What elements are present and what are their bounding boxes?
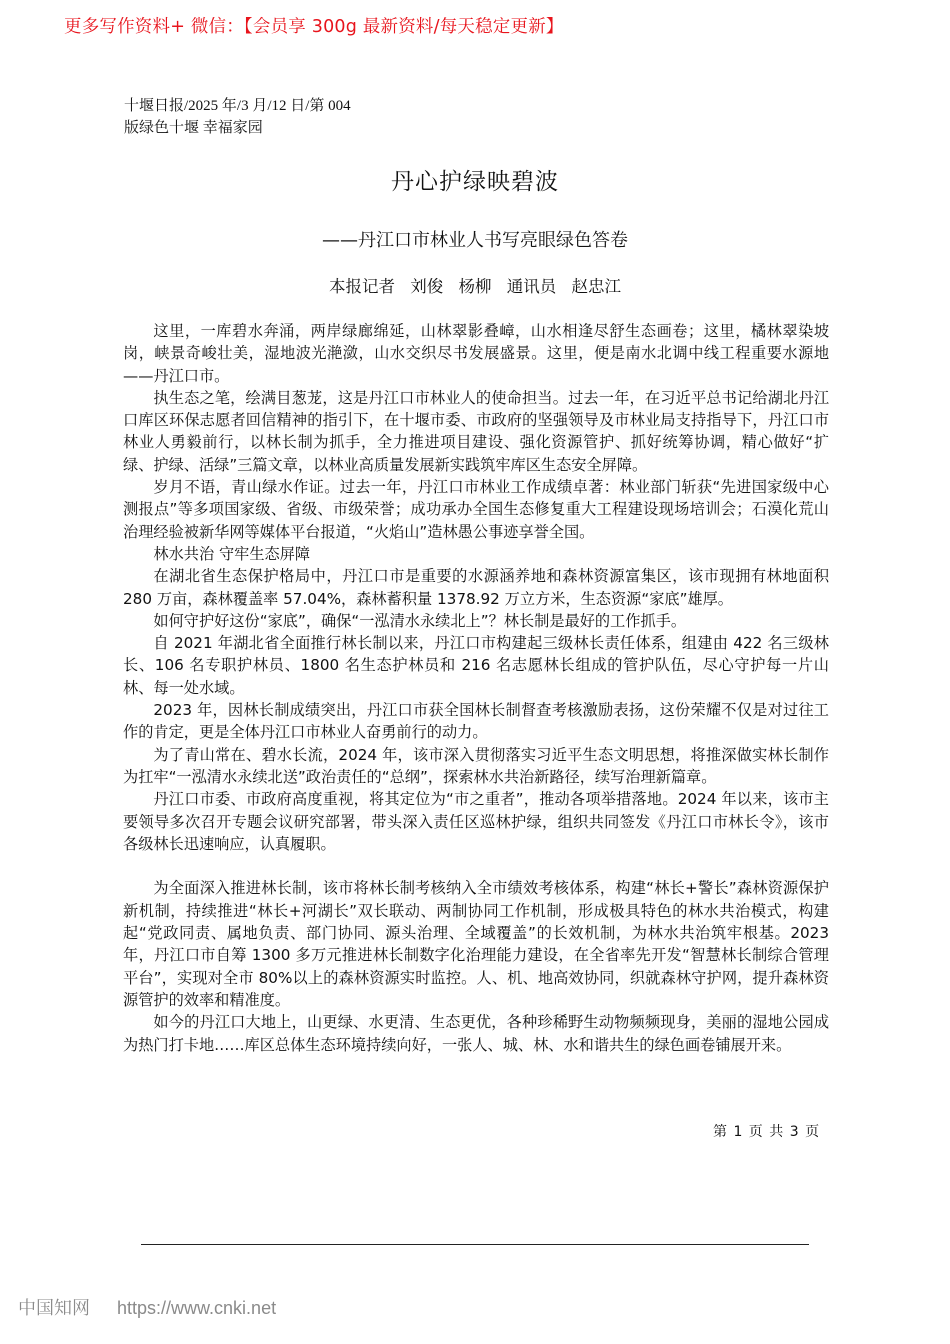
publication-info-line-1: 十堰日报/2025 年/3 月/12 日/第 004 [124, 98, 351, 114]
paragraph: 为全面深入推进林长制，该市将林长制考核纳入全市绩效考核体系，构建“林长+警长”森林资源保护新机制，持续推进“林长+河湖长”双长联动、两制协同工作机制，形成极具特色的林水共治模式，构建起“党政同责、属地负责、部门协同、源头治理、全域覆盖”的长效机制，为林水共治筑牢根基。2023 年，丹江口市自筹 1300 多万元推进林长制数字化治理能力建设，在全省率先开发“智慧林长制综合管理平台”，实现对全市 80%以上的森林资源实时监控。人、机、地高效协同，织就森林守护网，提升森林资源管护的效率和精准度。 [123, 879, 829, 1009]
byline-reporter-name: 杨柳 [458, 277, 492, 296]
article-byline [0, 273, 950, 297]
paragraph: 自 2021 年湖北省全面推行林长制以来，丹江口市构建起三级林长责任体系，组建由 422 名三级林长、106 名专职护林员、1800 名生态护林员和 216 名志愿林长组成的管护队伍，尽心守护每一片山林、每一处水域。 [123, 634, 829, 697]
article-title: 丹心护绿映碧波 [391, 169, 559, 195]
article-subtitle: ——丹江口市林业人书写亮眼绿色答卷 [322, 230, 628, 251]
page-number: 第 1 页 共 3 页 [713, 1124, 821, 1140]
paragraph: 丹江口市委、市政府高度重视，将其定位为“市之重者”，推动各项举措落地。2024 年以来，该市主要领导多次召开专题会议研究部署，带头深入责任区巡林护绿，组织共同签发《丹江口市林长令》，该市各级林长迅速响应，认真履职。 [123, 790, 829, 853]
article-body [123, 320, 829, 1056]
paragraph: 岁月不语，青山绿水作证。过去一年，丹江口市林业工作成绩卓著：林业部门斩获“先进国家级中心测报点”等多项国家级、省级、市级荣誉；成功承办全国生态修复重大工程建设现场培训会；石漠化荒山治理经验被新华网等媒体平台报道，“火焰山”造林愚公事迹享誉全国。 [123, 478, 829, 541]
footer-divider [141, 1244, 809, 1245]
publication-info-line-2: 版绿色十堰 幸福家园 [124, 120, 263, 136]
paragraph: 在湖北省生态保护格局中，丹江口市是重要的水源涵养地和森林资源富集区，该市现拥有林地面积 280 万亩，森林覆盖率 57.04%，森林蓄积量 1378.92 万立方米，生态资源“家底”雄厚。 [123, 567, 829, 608]
paragraph: 如何守护好这份“家底”，确保“一泓清水永续北上”？林长制是最好的工作抓手。 [153, 611, 687, 630]
section-heading: 林水共治 守牢生态屏障 [153, 544, 311, 563]
source-watermark [18, 1294, 276, 1320]
paragraph: 这里，一库碧水奔涌，两岸绿廊绵延，山林翠影叠嶂，山水相逢尽舒生态画卷；这里，橘林翠染坡岗，峡景奇峻壮美，湿地波光滟潋，山水交织尽书发展盛景。这里，便是南水北调中线工程重要水源地——丹江口市。 [123, 322, 829, 385]
byline-correspondent-label: 通讯员 [506, 277, 557, 296]
promo-banner: 更多写作资料+ 微信：【会员享 300g 最新资料/每天稳定更新】 [64, 17, 564, 37]
publication-info [124, 95, 351, 139]
paragraph: 如今的丹江口大地上，山更绿、水更清、生态更优，各种珍稀野生动物频频现身，美丽的湿地公园成为热门打卡地……库区总体生态环境持续向好，一张人、城、林、水和谐共生的绿色画卷铺展开来。 [123, 1013, 829, 1054]
paragraph: 2023 年，因林长制成绩突出，丹江口市获全国林长制督查考核激励表扬，这份荣耀不仅是对过往工作的肯定，更是全体丹江口市林业人奋勇前行的动力。 [123, 701, 829, 742]
watermark-url: https://www.cnki.net [117, 1298, 277, 1318]
byline-reporter-name: 刘俊 [410, 277, 444, 296]
paragraph: 执生态之笔，绘满目葱茏，这是丹江口市林业人的使命担当。过去一年，在习近平总书记给湖北丹江口库区环保志愿者回信精神的指引下，在十堰市委、市政府的坚强领导及市林业局支持指导下，丹江口市林业人勇毅前行，以林长制为抓手，全力推进项目建设、强化资源管护、抓好统筹协调，精心做好“扩绿、护绿、活绿”三篇文章，以林业高质量发展新实践筑牢库区生态安全屏障。 [123, 388, 829, 474]
paragraph-spacer [123, 855, 829, 877]
watermark-site-name: 中国知网 [18, 1298, 90, 1318]
byline-correspondent-name: 赵忠江 [571, 277, 621, 296]
paragraph: 为了青山常在、碧水长流，2024 年，该市深入贯彻落实习近平生态文明思想，将推深做实林长制作为扛牢“一泓清水永续北送”政治责任的“总纲”，探索林水共治新路径，续写治理新篇章。 [123, 745, 829, 786]
byline-reporter-label: 本报记者 [329, 277, 395, 296]
